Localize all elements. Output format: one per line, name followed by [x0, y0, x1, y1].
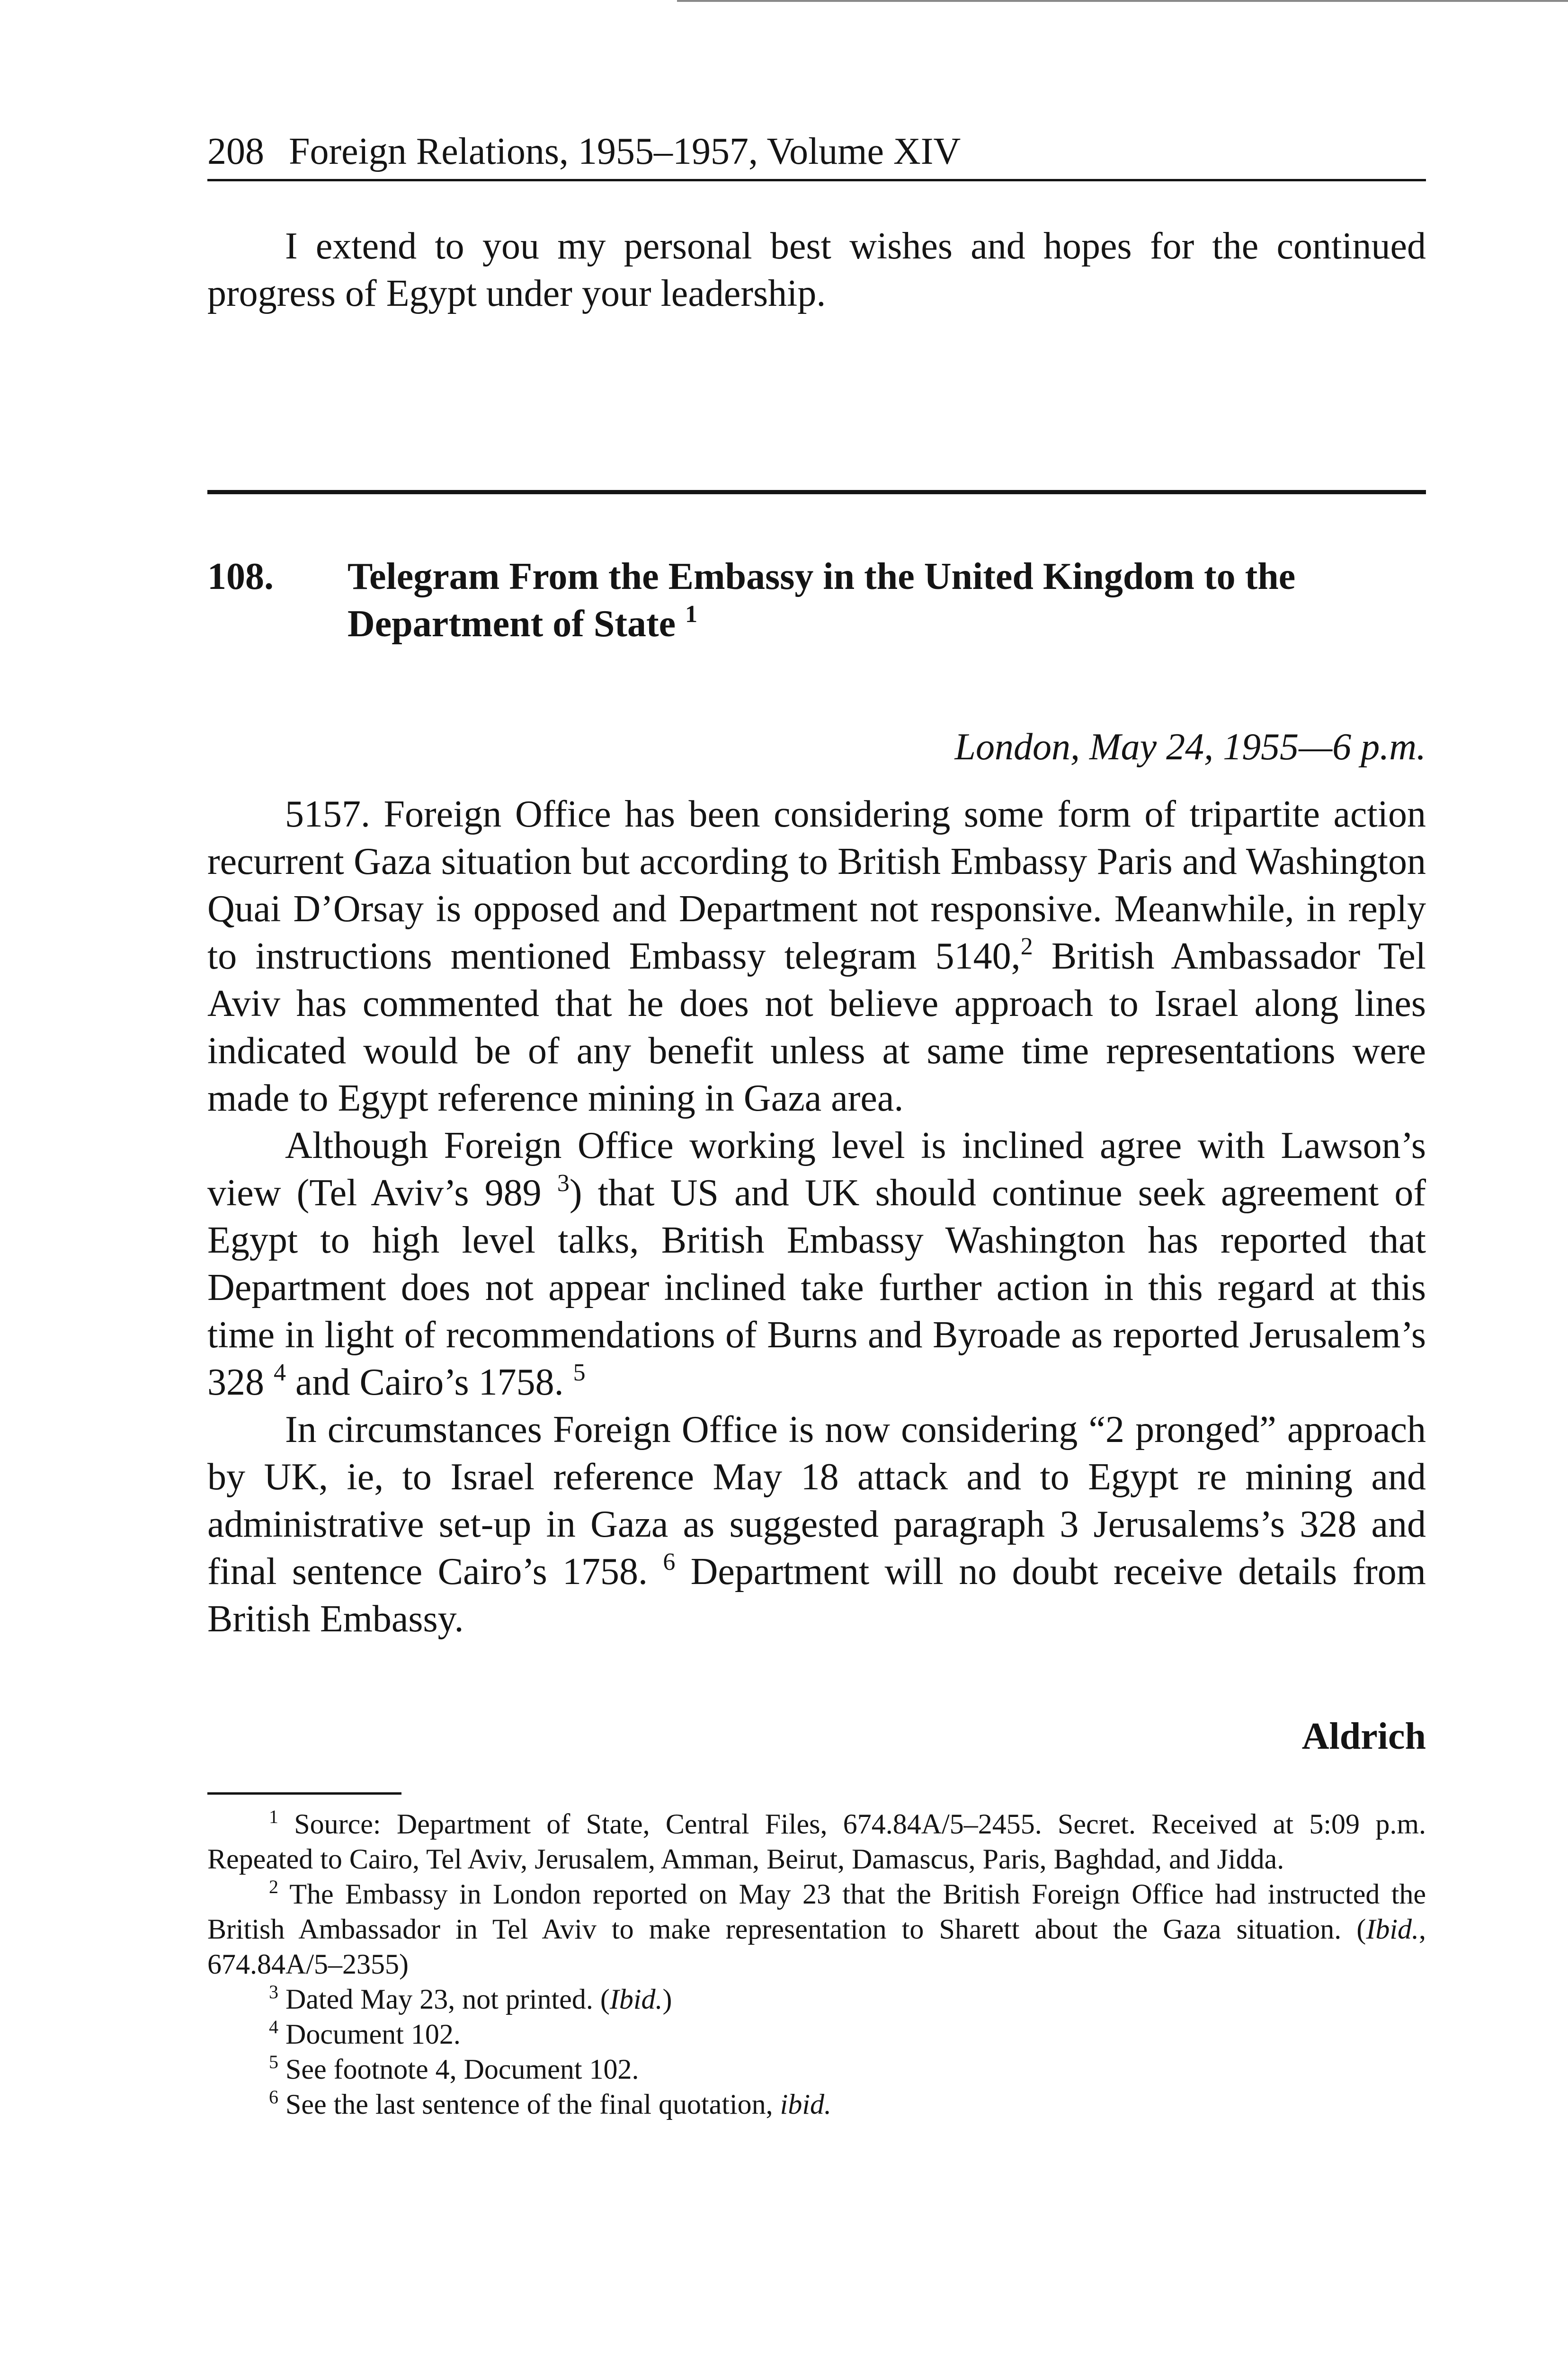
- telegram-paragraph: [207, 791, 1426, 1122]
- footnote: [207, 2087, 1426, 2122]
- document-title: Telegram From the Embassy in the United Kingdom to the Department of State: [347, 556, 1296, 645]
- text-run: See footnote 4, Document 102.: [278, 2054, 639, 2085]
- text-run: Document 102.: [278, 2019, 461, 2050]
- text-run: Although Foreign Office working level is inclined agree with Lawson’s view (Tel Aviv’s 989: [207, 1125, 1426, 1214]
- text-run: Department will no doubt receive details from British Embassy.: [207, 1551, 1426, 1640]
- scan-edge-line: [677, 0, 1568, 2]
- title-footnote-ref[interactable]: 1: [685, 601, 698, 628]
- footnote: [207, 1806, 1426, 1877]
- footnote-ref[interactable]: 3: [269, 1981, 278, 2002]
- document-separator-rule: [207, 490, 1426, 494]
- text-run: , 674.84A/5–2355): [207, 1913, 1426, 1980]
- footnote-ref[interactable]: 4: [274, 1359, 286, 1386]
- italic-citation: Ibid.: [609, 1984, 663, 2015]
- footnote-ref[interactable]: 1: [269, 1806, 278, 1827]
- closing-paragraph-block: [207, 222, 1426, 317]
- footnote-ref[interactable]: 6: [269, 2086, 278, 2108]
- text-run: Dated May 23, not printed. (: [278, 1984, 610, 2015]
- text-run: ) that US and UK should continue seek agreement of Egypt to high level talks, British Embassy Washington has reported that Department does not appear inclined take further action in this regard at this time in light of recommendations of Burns and Byroade as reported Jerusalem’s 328: [207, 1172, 1426, 1403]
- header-rule: [207, 179, 1426, 181]
- footnote-ref[interactable]: 5: [573, 1359, 586, 1386]
- text-run: and Cairo’s 1758.: [286, 1361, 573, 1403]
- footnote-ref[interactable]: 4: [269, 2016, 278, 2038]
- text-run: 5157. Foreign Office has been considering some form of tripartite action recurrent Gaza situation but according to British Embassy Paris and Washington Quai D’Orsay is opposed and Department not responsive. Meanwhile, in reply to instructions mentioned Embassy telegram 5140,: [207, 793, 1426, 977]
- page-number: 208: [207, 131, 264, 172]
- closing-paragraph: I extend to you my personal best wishes and hopes for the continued progress of Egypt under your leadership.: [207, 225, 1426, 314]
- footnote-ref[interactable]: 3: [557, 1170, 570, 1197]
- document-number: 108.: [207, 556, 274, 597]
- footnote-ref[interactable]: 2: [269, 1876, 278, 1897]
- footnote: [207, 1877, 1426, 1982]
- telegram-paragraph: [207, 1122, 1426, 1406]
- text-run: In circumstances Foreign Office is now considering “2 pronged” approach by UK, ie, to Israel reference May 18 attack and to Egypt re mining and administrative set-up in Gaza as suggested paragraph 3 Jerusalems’s 328 and final sentence Cairo’s 1758.: [207, 1409, 1426, 1593]
- footnote: [207, 1982, 1426, 2017]
- footnote-ref[interactable]: 6: [663, 1548, 676, 1575]
- document-title-wrap: [347, 553, 1389, 648]
- dateline: London, May 24, 1955—6 p.m.: [954, 726, 1426, 768]
- footnote: [207, 2017, 1426, 2052]
- text-run: The Embassy in London reported on May 23 that the British Foreign Office had instructed the British Ambassador in Tel Aviv to make representation to Sharett about the Gaza situation. (: [207, 1878, 1426, 1945]
- footnotes: [207, 1806, 1426, 2122]
- footnote-ref[interactable]: 2: [1020, 933, 1033, 960]
- footnote-ref[interactable]: 5: [269, 2051, 278, 2073]
- italic-citation: ibid.: [780, 2089, 832, 2120]
- text-run: ): [662, 1984, 672, 2015]
- running-title: Foreign Relations, 1955–1957, Volume XIV: [289, 131, 961, 172]
- italic-citation: Ibid.: [1366, 1913, 1419, 1945]
- text-run: Source: Department of State, Central Files, 674.84A/5–2455. Secret. Received at 5:09 p.m. Repeated to Cairo, Tel Aviv, Jerusalem, Amman, Beirut, Damascus, Paris, Baghdad, and Jidda.: [207, 1808, 1426, 1875]
- text-run: British Ambassador Tel Aviv has commented that he does not believe approach to Israel along lines indicated would be of any benefit unless at same time representations were made to Egypt reference mining in Gaza area.: [207, 935, 1426, 1119]
- running-header: [207, 128, 1426, 175]
- document-heading: [207, 553, 1426, 648]
- telegram-body: [207, 791, 1426, 1643]
- text-run: See the last sentence of the final quotation,: [278, 2089, 780, 2120]
- telegram-paragraph: [207, 1406, 1426, 1643]
- footnote: [207, 2052, 1426, 2087]
- footnote-rule: [207, 1792, 401, 1795]
- signature: Aldrich: [1301, 1716, 1426, 1757]
